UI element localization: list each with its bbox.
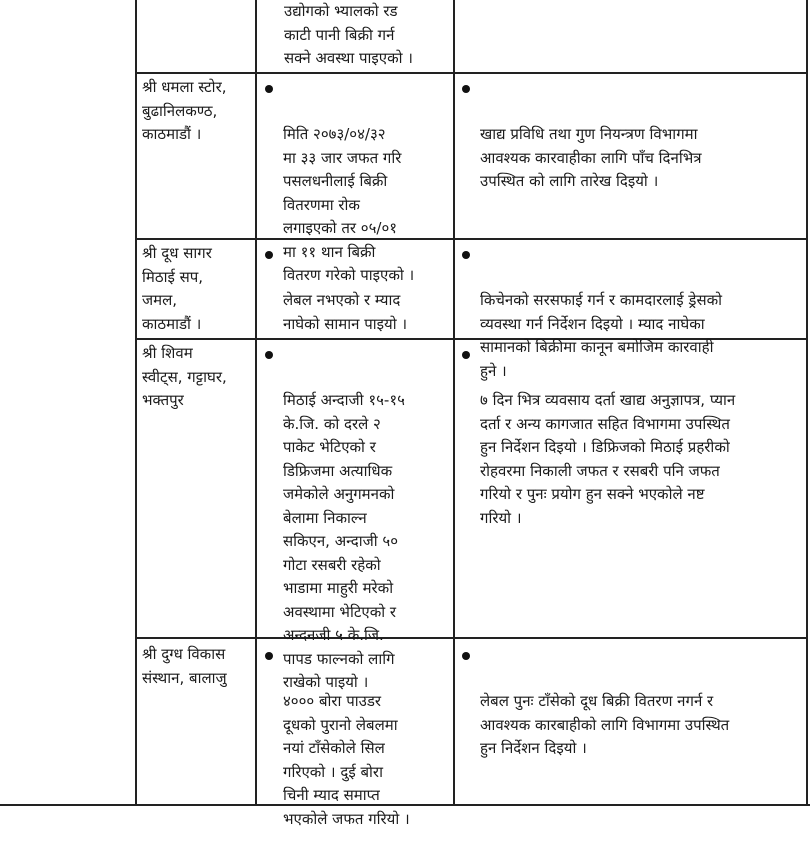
action-text: खाद्य प्रविधि तथा गुण नियन्त्रण विभागमा आवश्यक कारवाहीका लागि पाँच दिनभित्र उपस्थित को लागि तारेख दिइयो । — [480, 125, 702, 190]
action-text: लेबल पुनः टाँसेको दूध बिक्री वितरण नगर्न र आवश्यक कारबाहीको लागि विभागमा उपस्थित हुन निर्देशन दिइयो । — [480, 692, 730, 757]
row-divider — [135, 637, 808, 639]
bullet-icon — [265, 251, 273, 259]
row-divider — [135, 72, 808, 74]
table-row-1-action — [460, 76, 805, 217]
bullet-icon — [462, 652, 470, 660]
column-divider-2 — [453, 0, 455, 806]
findings-text: मिठाई अन्दाजी १५-१५ के.जि. को दरले २ पाकेट भेटिएको र डिफ्रिजमा अत्याधिक जमेकोले अनुगमनको बेलामा निकाल्न सकिएन, अन्दाजी ५० गोटा रसबरी रहेको भाडामा माहुरी मरेको अवस्थामा भेटिएको र अन्दनजी ५ के.जि. पापड फाल्नको लागि राखेको पाइयो । — [283, 391, 405, 691]
findings-text: लेबल नभएको र म्याद नाघेको सामान पाइयो । — [283, 291, 408, 333]
table-row-4-name: श्री दुग्ध विकास संस्थान, बालाजु — [142, 645, 227, 687]
bullet-icon — [265, 85, 273, 93]
bullet-icon — [265, 652, 273, 660]
findings-text: ४००० बोरा पाउडर दूधको पुरानो लेबलमा नयां टाँसेकोले सिल गरिएको । दुई बोरा चिनी म्याद समाप्त भएकोले जफत गरियो । — [283, 692, 410, 828]
findings-text: मिति २०७३/०४/३२ मा ३३ जार जफत गरि पसलधनीलाई बिक्री वितरणमा रोक लगाइएको तर ०५/०१ मा ११ थान बिक्री वितरण गरेको पाइएको । — [283, 125, 415, 284]
table-row-3-name: श्री शिवम स्वीट्स, गट्टाघर, भक्तपुर — [142, 344, 227, 409]
table-row-3-action — [460, 342, 805, 554]
bullet-icon — [462, 85, 470, 93]
top-fragment-findings: उद्योगको भ्यालको रड काटी पानी बिक्री गर्न सक्ने अवस्था पाइएको । — [284, 2, 413, 67]
bullet-icon — [462, 251, 470, 259]
bullet-icon — [265, 351, 273, 359]
table-right-border — [806, 0, 808, 806]
table-row-1-name: श्री धमला स्टोर, बुढानिलकण्ठ, काठमाडौं । — [142, 78, 227, 143]
action-text: किचेनको सरसफाई गर्न र कामदारलाई ड्रेसको व्यवस्था गर्न निर्देशन दिइयो । म्याद नाघेका सामानको बिक्रीमा कानून बमोजिम कारवाही हुने । — [480, 291, 722, 380]
action-text: ७ दिन भित्र व्यवसाय दर्ता खाद्य अनुज्ञापत्र, प्यान दर्ता र अन्य कागजात सहित विभागमा उपस्थित हुन निर्देशन दिइयो । डिफ्रिजको मिठाई प्रहरीको रोहवरमा निकाली जफत र रसबरी पनि जफत गरियो र पुनः प्रयोग हुन सक्ने भएकोले नष्ट गरियो । — [480, 391, 736, 527]
column-divider-1 — [255, 0, 257, 806]
table-row-2-name: श्री दूध सागर मिठाई सप, जमल, काठमाडौं । — [142, 244, 212, 333]
table-row-4-action — [460, 643, 805, 784]
table-left-border — [135, 0, 137, 806]
row-divider — [135, 238, 808, 240]
bullet-icon — [462, 351, 470, 359]
table-row-4-findings — [263, 643, 450, 855]
